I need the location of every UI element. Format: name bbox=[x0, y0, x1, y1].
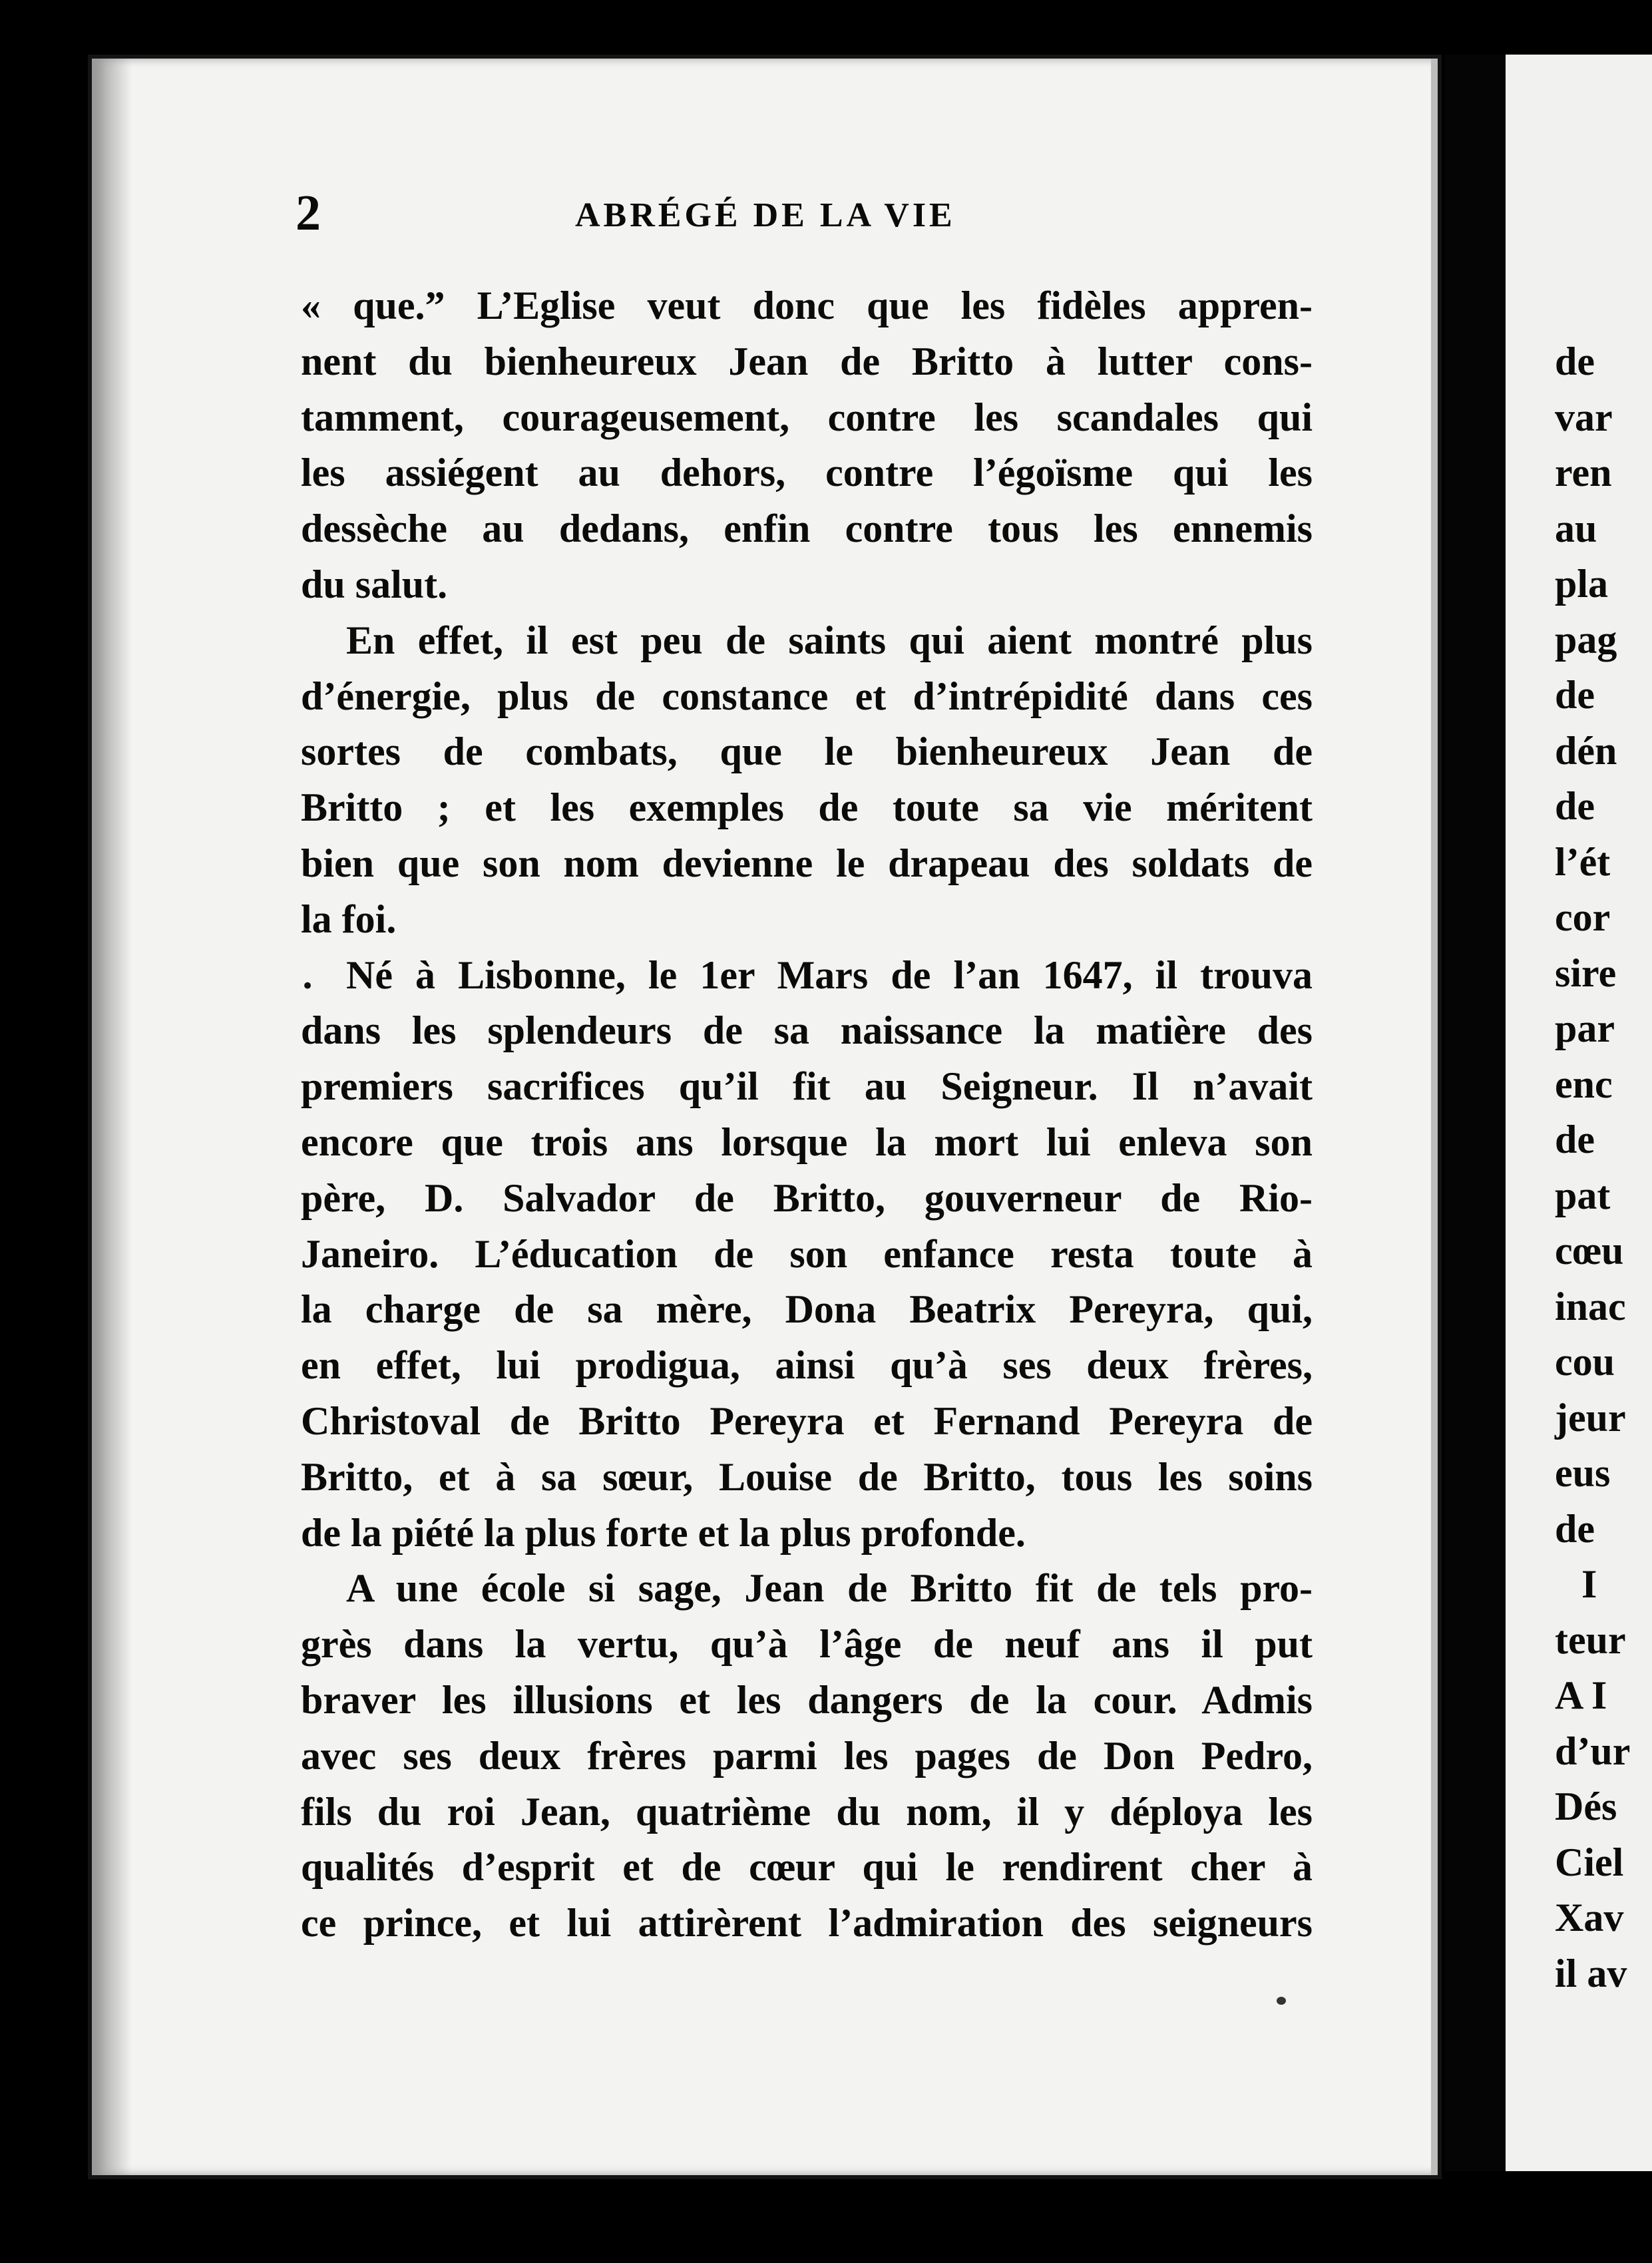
text-line: eus bbox=[1555, 1451, 1611, 1495]
text-line: cou bbox=[1555, 1340, 1615, 1384]
text-line: au bbox=[1555, 506, 1597, 550]
running-title: ABRÉGÉ DE LA VIE bbox=[575, 196, 956, 234]
text-line: A I bbox=[1555, 1673, 1607, 1717]
text-line: de bbox=[1555, 1118, 1595, 1161]
text-line: sortes de combats, que le bienheureux Jean de bbox=[301, 729, 1313, 774]
text-line: pag bbox=[1555, 617, 1617, 662]
text-line: Dés bbox=[1555, 1784, 1617, 1828]
text-line: du salut. bbox=[301, 562, 448, 606]
text-line: d’énergie, plus de constance et d’intrépidité dans ces bbox=[301, 674, 1313, 718]
text-line: père, D. Salvador de Britto, gouverneur de Rio- bbox=[301, 1175, 1313, 1220]
text-line: inac bbox=[1555, 1284, 1626, 1329]
text-line: pat bbox=[1555, 1173, 1611, 1217]
text-line: dén bbox=[1555, 728, 1617, 773]
margin-mark: • bbox=[301, 973, 315, 1000]
text-line: Xav bbox=[1555, 1896, 1624, 1940]
text-line: tamment, courageusement, contre les scandales qui bbox=[301, 395, 1313, 439]
text-line: nent du bienheureux Jean de Britto à lutter cons- bbox=[301, 339, 1313, 383]
text-line: enc bbox=[1555, 1062, 1613, 1106]
text-line: de bbox=[1555, 339, 1595, 383]
text-line: « que.” L’Eglise veut donc que les fidèles appren- bbox=[301, 284, 1313, 327]
text-line: ren bbox=[1555, 451, 1612, 495]
text-line: de bbox=[1555, 784, 1595, 828]
spine-shadow bbox=[92, 59, 132, 2175]
text-line: les assiégent au dehors, contre l’égoïsme qui les bbox=[301, 451, 1313, 495]
text-line: dessèche au dedans, enfin contre tous les ennemis bbox=[301, 507, 1313, 551]
page-number: 2 bbox=[296, 185, 321, 241]
text-line: cœu bbox=[1555, 1229, 1624, 1273]
page-edge bbox=[1431, 59, 1438, 2175]
text-line: dans les splendeurs de sa naissance la matière des bbox=[301, 1008, 1313, 1053]
text-line: sire bbox=[1555, 950, 1617, 995]
text-line: cor bbox=[1555, 895, 1611, 939]
text-line: la charge de sa mère, Dona Beatrix Pereyra, qui, bbox=[301, 1287, 1313, 1332]
text-line: de la piété la plus forte et la plus profonde. bbox=[301, 1510, 1026, 1555]
text-line: la foi. bbox=[301, 897, 397, 941]
ink-speck bbox=[1277, 1997, 1286, 2005]
text-line: premiers sacrifices qu’il fit au Seigneur. Il n’avait bbox=[301, 1064, 1313, 1109]
body-text bbox=[301, 278, 1313, 1952]
text-line: A une école si sage, Jean de Britto fit de tels pro- bbox=[346, 1566, 1313, 1611]
text-line: var bbox=[1555, 395, 1613, 439]
text-line: de bbox=[1555, 1506, 1595, 1551]
text-line: de bbox=[1555, 673, 1595, 717]
text-line: l’ét bbox=[1555, 839, 1611, 884]
text-line: d’ur bbox=[1555, 1729, 1631, 1773]
text-line: par bbox=[1555, 1006, 1615, 1050]
text-line: teur bbox=[1555, 1617, 1626, 1662]
text-line: Ciel bbox=[1555, 1840, 1624, 1884]
text-line: pla bbox=[1555, 562, 1609, 606]
text-line: En effet, il est peu de saints qui aient montré plus bbox=[346, 618, 1313, 662]
text-line: grès dans la vertu, qu’à l’âge de neuf ans il put bbox=[301, 1622, 1313, 1667]
text-line: il av bbox=[1555, 1951, 1627, 1995]
text-line: I bbox=[1581, 1562, 1597, 1606]
text-line: encore que trois ans lorsque la mort lui enleva son bbox=[301, 1120, 1313, 1164]
text-line: Né à Lisbonne, le 1er Mars de l’an 1647, il trouva bbox=[346, 952, 1313, 997]
right-page-text bbox=[1555, 334, 1635, 2001]
text-line: Christoval de Britto Pereyra et Fernand Pereyra de bbox=[301, 1398, 1313, 1443]
text-line: fils du roi Jean, quatrième du nom, il y déploya les bbox=[301, 1789, 1313, 1834]
text-line: bien que son nom devienne le drapeau des soldats de bbox=[301, 841, 1313, 885]
text-line: braver les illusions et les dangers de la cour. Admis bbox=[301, 1677, 1313, 1722]
gutter-shadow bbox=[1444, 55, 1511, 2171]
text-line: qualités d’esprit et de cœur qui le rendirent cher à bbox=[301, 1845, 1313, 1890]
text-line: en effet, lui prodigua, ainsi qu’à ses deux frères, bbox=[301, 1343, 1313, 1388]
text-line: Britto, et à sa sœur, Louise de Britto, tous les soins bbox=[301, 1454, 1313, 1499]
text-line: jeur bbox=[1555, 1395, 1626, 1440]
text-line: ce prince, et lui attirèrent l’admiration des seigneurs bbox=[301, 1901, 1313, 1946]
text-line: Britto ; et les exemples de toute sa vie méritent bbox=[301, 785, 1313, 830]
text-line: avec ses deux frères parmi les pages de Don Pedro, bbox=[301, 1733, 1313, 1778]
text-line: Janeiro. L’éducation de son enfance resta toute à bbox=[301, 1231, 1313, 1276]
